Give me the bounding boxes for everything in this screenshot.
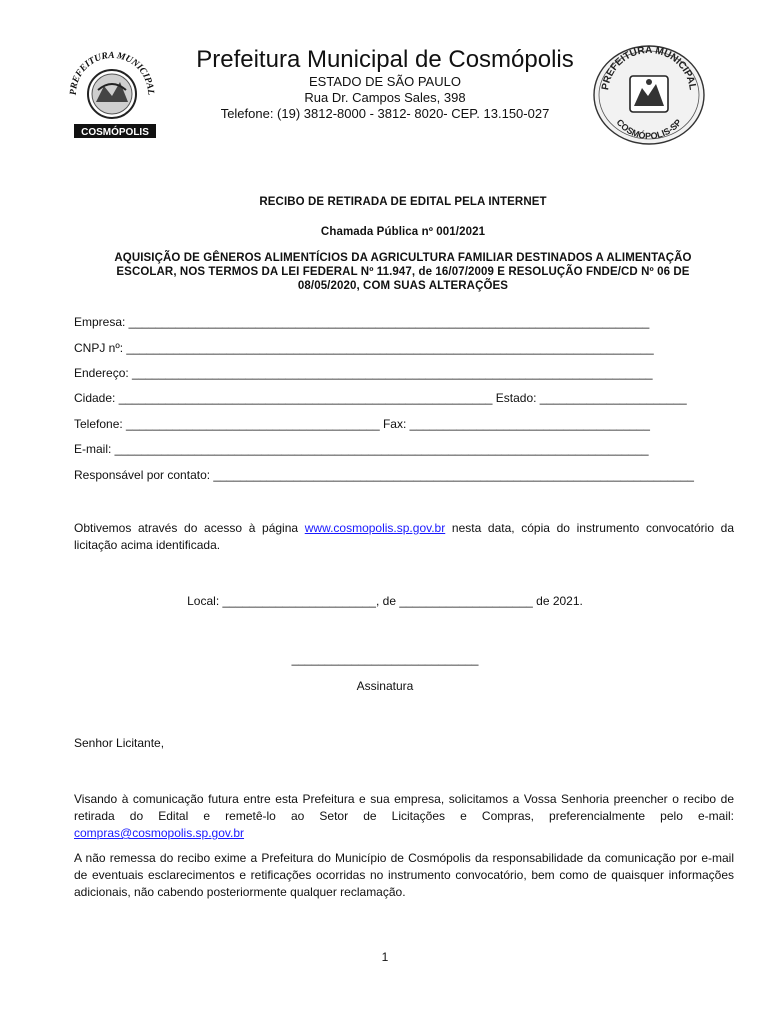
access-text-before: Obtivemos através do acesso à página — [74, 521, 305, 535]
field-endereco: Endereço: ______________________________________________________________________________ — [74, 366, 653, 380]
address-line: Rua Dr. Campos Sales, 398 — [304, 90, 466, 105]
field-cidade-estado: Cidade: ________________________________________________________ Estado: ______________________ — [74, 391, 687, 405]
greeting: Senhor Licitante, — [74, 736, 165, 750]
signature-line: ____________________________ — [291, 652, 479, 666]
field-telefone-fax: Telefone: ______________________________________ Fax: ____________________________________ — [74, 417, 650, 431]
phone-line: Telefone: (19) 3812-8000 - 3812- 8020- CEP. 13.150-027 — [220, 106, 550, 121]
page-title: Prefeitura Municipal de Cosmópolis — [196, 46, 574, 73]
field-empresa: Empresa: ______________________________________________________________________________ — [74, 315, 650, 329]
notice-paragraph: A não remessa do recibo exime a Prefeitura do Município de Cosmópolis da responsabilidade da comunicação por e-mail de eventuais esclarecimentos e retificações ocorridas no instrumento convocatório, bem como de quaisquer informações adicionais, não cabendo posteriormente qualquer reclamação. — [74, 851, 734, 899]
page-number: 1 — [381, 950, 389, 964]
subject-line-3: 08/05/2020, COM SUAS ALTERAÇÕES — [297, 280, 509, 292]
city-seal-right — [590, 42, 708, 146]
local-date-line: Local: _______________________, de ____________________ de 2021. — [187, 594, 583, 608]
svg-text:COSMÓPOLIS: COSMÓPOLIS — [81, 127, 149, 138]
request-paragraph — [74, 791, 734, 842]
signature-label: Assinatura — [356, 679, 414, 693]
subject-line-1: AQUISIÇÃO DE GÊNEROS ALIMENTÍCIOS DA AGRICULTURA FAMILIAR DESTINADOS A ALIMENTAÇÃO — [114, 252, 692, 264]
state-line: ESTADO DE SÃO PAULO — [309, 74, 461, 89]
email-link[interactable]: compras@cosmopolis.sp.gov.br — [74, 826, 245, 840]
field-cnpj: CNPJ nº: _______________________________________________________________________________ — [74, 341, 654, 355]
access-paragraph — [74, 520, 734, 554]
access-text-after: nesta data, cópia do instrumento convocatório da licitação acima identificada. — [74, 521, 734, 552]
svg-text:COSMÓPOLIS-SP: COSMÓPOLIS-SP — [614, 117, 684, 142]
request-text: Visando à comunicação futura entre esta Prefeitura e sua empresa, solicitamos a Vossa Senhoria preencher o recibo de retirada do Edital e remetê-lo ao Setor de Licitações e Compras, preferencialmente pelo e-mail: — [74, 792, 734, 823]
field-responsavel: Responsável por contato: ________________________________________________________________________ — [74, 468, 694, 482]
subject-line-2: ESCOLAR, NOS TERMOS DA LEI FEDERAL Nº 11.947, de 16/07/2009 E RESOLUÇÃO FNDE/CD Nº 06 DE — [116, 266, 690, 278]
receipt-title: RECIBO DE RETIRADA DE EDITAL PELA INTERNET — [259, 196, 547, 208]
field-email: E-mail: ________________________________________________________________________________ — [74, 442, 649, 456]
svg-text:PREFEITURA MUNICIPAL: PREFEITURA MUNICIPAL — [68, 50, 156, 96]
website-link[interactable]: www.cosmopolis.sp.gov.br — [304, 521, 446, 535]
call-number: Chamada Pública nº 001/2021 — [320, 226, 486, 238]
svg-text:PREFEITURA MUNICIPAL: PREFEITURA MUNICIPAL — [600, 44, 698, 91]
